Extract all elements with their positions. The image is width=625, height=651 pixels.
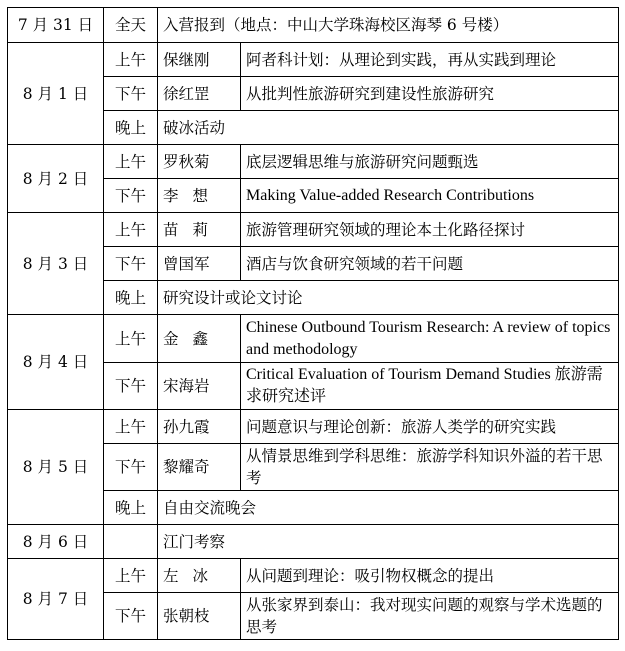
activity-cell: 自由交流晚会 [158,491,619,525]
speaker-cell: 苗莉 [158,213,241,247]
period-cell: 上午 [104,559,158,593]
table-row [8,559,619,593]
schedule-table [7,7,619,640]
table-row [8,410,619,444]
period-cell: 上午 [104,43,158,77]
speaker-cell: 金鑫 [158,315,241,363]
event-cell: 入营报到（地点：中山大学珠海校区海琴 6 号楼） [158,8,619,43]
speaker-cell: 保继刚 [158,43,241,77]
speaker-cell: 曾国军 [158,247,241,281]
date-cell: 8 月 2 日 [8,145,104,213]
table-row [8,315,619,363]
date-cell: 8 月 1 日 [8,43,104,145]
period-cell: 下午 [104,179,158,213]
topic-cell: 底层逻辑思维与旅游研究问题甄选 [241,145,619,179]
speaker-cell: 左冰 [158,559,241,593]
topic-cell: Chinese Outbound Tourism Research: A review of topics and methodology [241,315,619,363]
date-cell: 8 月 5 日 [8,410,104,525]
topic-cell: Critical Evaluation of Tourism Demand Studies 旅游需求研究述评 [241,363,619,410]
topic-cell: 问题意识与理论创新：旅游人类学的研究实践 [241,410,619,444]
period-cell: 全天 [104,8,158,43]
date-cell: 8 月 6 日 [8,525,104,559]
topic-cell: 从张家界到泰山：我对现实问题的观察与学术选题的思考 [241,593,619,640]
period-cell: 下午 [104,593,158,640]
period-cell: 上午 [104,213,158,247]
topic-cell: 酒店与饮食研究领域的若干问题 [241,247,619,281]
period-cell [104,525,158,559]
speaker-cell: 李想 [158,179,241,213]
table-row [8,43,619,77]
period-cell: 晚上 [104,111,158,145]
speaker-cell: 罗秋菊 [158,145,241,179]
period-cell: 晚上 [104,491,158,525]
speaker-cell: 孙九霞 [158,410,241,444]
topic-cell: 阿者科计划：从理论到实践，再从实践到理论 [241,43,619,77]
date-cell: 8 月 4 日 [8,315,104,410]
speaker-cell: 徐红罡 [158,77,241,111]
speaker-cell: 黎耀奇 [158,444,241,491]
period-cell: 晚上 [104,281,158,315]
topic-cell: 从情景思维到学科思维：旅游学科知识外溢的若干思考 [241,444,619,491]
table-row [8,8,619,43]
table-row [8,145,619,179]
period-cell: 下午 [104,444,158,491]
topic-cell: Making Value-added Research Contributions [241,179,619,213]
date-cell: 8 月 3 日 [8,213,104,315]
date-cell: 7 月 31 日 [8,8,104,43]
speaker-cell: 张朝枝 [158,593,241,640]
speaker-cell: 宋海岩 [158,363,241,410]
period-cell: 上午 [104,410,158,444]
table-row [8,525,619,559]
activity-cell: 江门考察 [158,525,619,559]
period-cell: 下午 [104,363,158,410]
period-cell: 下午 [104,77,158,111]
topic-cell: 旅游管理研究领域的理论本土化路径探讨 [241,213,619,247]
date-cell: 8 月 7 日 [8,559,104,640]
table-row [8,213,619,247]
period-cell: 下午 [104,247,158,281]
activity-cell: 研究设计或论文讨论 [158,281,619,315]
topic-cell: 从问题到理论：吸引物权概念的提出 [241,559,619,593]
period-cell: 上午 [104,145,158,179]
topic-cell: 从批判性旅游研究到建设性旅游研究 [241,77,619,111]
activity-cell: 破冰活动 [158,111,619,145]
period-cell: 上午 [104,315,158,363]
